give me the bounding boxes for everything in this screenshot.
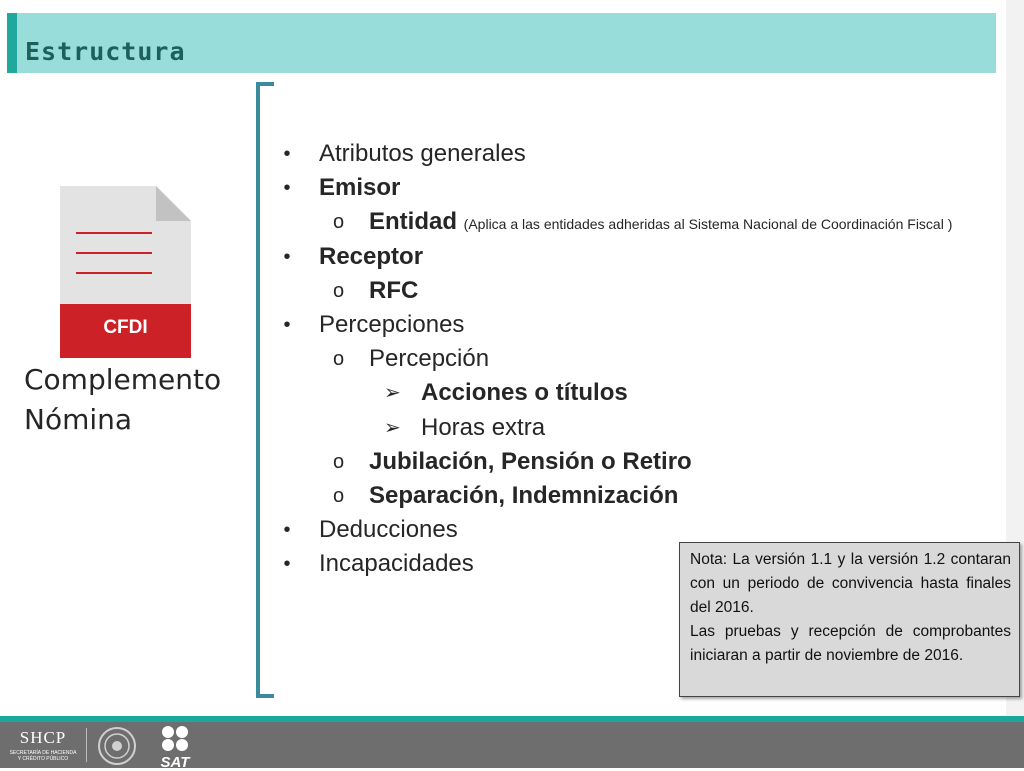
sat-dots-icon	[160, 725, 190, 751]
bullet-icon: •	[283, 313, 291, 336]
list-item	[280, 137, 1008, 171]
bullet-icon: •	[283, 245, 291, 268]
bullet-icon: •	[283, 143, 291, 165]
list-item-note: (Aplica a las entidades adheridas al Sistema Nacional de Coordinación Fiscal )	[463, 216, 953, 233]
arrow-bullet-icon: ➢	[384, 382, 401, 405]
list-item	[280, 240, 1008, 274]
list-item	[280, 376, 1008, 410]
bullet-icon: •	[283, 177, 291, 200]
outline-list	[280, 137, 1008, 581]
note-box	[679, 542, 1020, 697]
shcp-logo	[8, 728, 78, 762]
bracket	[256, 82, 274, 698]
sat-logo	[152, 725, 198, 771]
slide-title: Estructura	[25, 37, 186, 66]
list-item-text: Atributos generales	[319, 140, 526, 167]
section-heading	[24, 360, 221, 440]
bullet-icon: •	[283, 553, 291, 576]
heading-line-2: Nómina	[24, 403, 133, 436]
bullet-icon: •	[283, 519, 291, 542]
title-accent	[7, 13, 17, 73]
list-item-text: Incapacidades	[319, 550, 474, 578]
footer	[0, 722, 1024, 771]
list-item-text	[369, 205, 952, 241]
arrow-bullet-icon: ➢	[384, 416, 401, 439]
heading-line-1: Complemento	[24, 363, 222, 396]
list-item-text: Jubilación, Pensión o Retiro	[369, 447, 692, 475]
list-item	[280, 205, 1008, 239]
list-item-text: Horas extra	[421, 413, 546, 441]
list-item-text: RFC	[369, 276, 419, 304]
list-item	[280, 171, 1008, 205]
circle-bullet-icon: o	[333, 484, 345, 507]
list-item-text: Deducciones	[319, 516, 458, 544]
note-paragraph-1: Nota: La versión 1.1 y la versión 1.2 contaran con un periodo de convivencia hasta finales del 2016.	[690, 551, 1011, 616]
list-item-text: Acciones o títulos	[421, 379, 628, 407]
list-item-text: Percepción	[369, 345, 490, 373]
note-paragraph-2: Las pruebas y recepción de comprobantes iniciaran a partir de noviembre de 2016.	[690, 623, 1011, 664]
list-item-text: Emisor	[319, 174, 401, 202]
list-item	[280, 308, 1008, 342]
list-item-text: Percepciones	[319, 310, 465, 338]
circle-bullet-icon: o	[333, 348, 345, 371]
shcp-subtitle: SECRETARÍA DE HACIENDA Y CRÉDITO PÚBLICO	[9, 750, 77, 762]
national-seal-icon	[96, 726, 138, 766]
footer-separator	[86, 728, 87, 762]
list-item-text: Receptor	[319, 242, 424, 270]
sat-label: SAT	[160, 754, 190, 771]
list-item-text: Separación, Indemnización	[369, 481, 679, 509]
list-item	[280, 445, 1008, 479]
list-item	[280, 274, 1008, 308]
list-item	[280, 479, 1008, 513]
title-bar	[7, 13, 996, 73]
shcp-title: SHCP	[19, 728, 67, 747]
list-item	[280, 342, 1008, 376]
list-item-label: Entidad	[369, 208, 457, 236]
document-label: CFDI	[103, 317, 148, 338]
circle-bullet-icon: o	[333, 450, 345, 473]
circle-bullet-icon: o	[333, 211, 345, 234]
circle-bullet-icon: o	[333, 279, 345, 302]
list-item	[280, 411, 1008, 445]
document-icon	[60, 186, 191, 358]
